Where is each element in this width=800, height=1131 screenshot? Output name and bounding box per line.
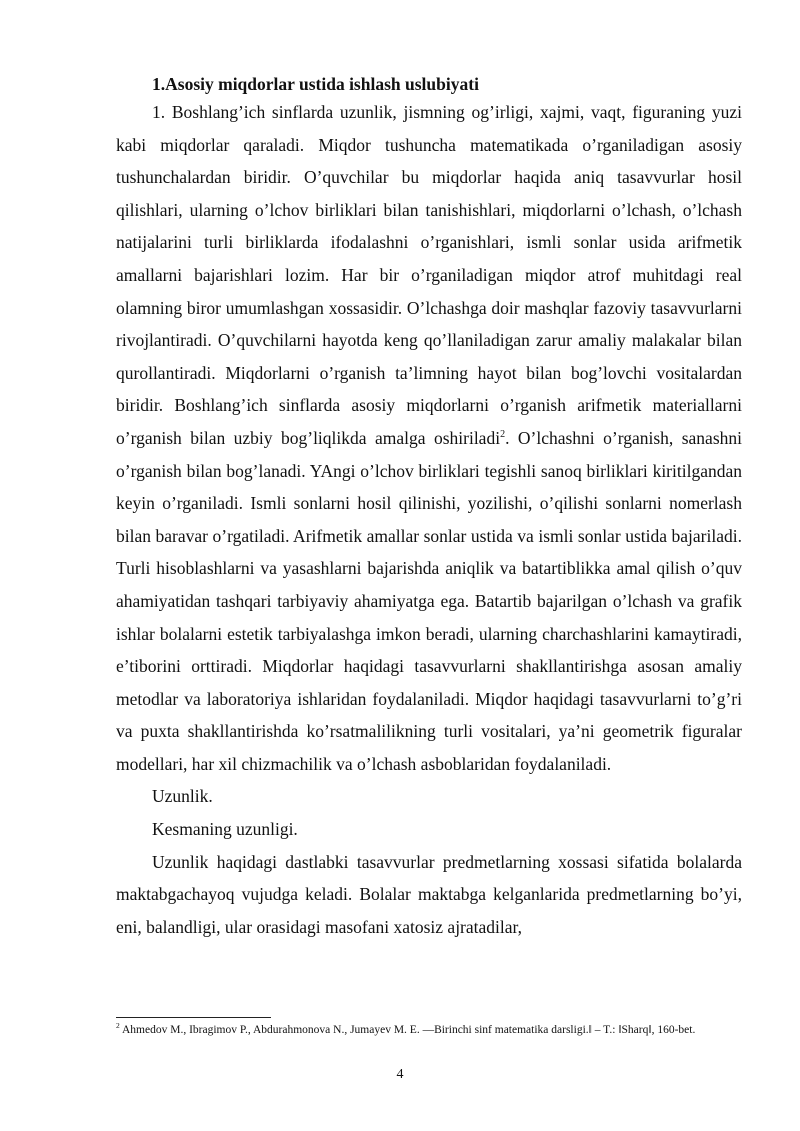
paragraph-1-text: 1. Boshlang’ich sinflarda uzunlik, jismning og’irligi, xajmi, vaqt, figuraning yuzi kabi miqdorlar qaraladi. Miqdor tushuncha matematikada o’rganiladigan asosiy tushunchalardan biridir. O’quvchilar bu miqdorlar haqida aniq tasavvurlar hosil qilishlari, ularning o’lchov birliklari bilan tanishishlari, miqdorlarni o’lchash, o’lchash natijalarini turli birliklarda ifodalashni o’rganishlari, ismli sonlar usida arifmetik amallarni bajarishlari lozim. Har bir o’rganiladigan miqdor atrof muhitdagi real olamning biror umumlashgan xossasidir. O’lchashga doir mashqlar fazoviy tasavvurlarni rivojlantiradi. O’quvchilarni hayotda keng qo’llaniladigan zarur amaliy malakalar bilan qurollantiradi. Miqdorlarni o’rganish ta’limning hayot bilan bog’lovchi vositalardan biridir. Boshlang’ich sinflarda asosiy miqdorlarni o’rganish arifmetik materiallarni o’rganish bilan uzbiy bog’liqlikda amalga oshiriladi — [116, 102, 742, 448]
paragraph-1 — [116, 96, 742, 780]
subheading-kesma-uzunligi: Kesmaning uzunligi. — [152, 819, 298, 840]
section-heading: 1.Asosiy miqdorlar ustida ishlash uslubiyati — [152, 74, 479, 94]
paragraph-2: Uzunlik haqidagi dastlabki tasavvurlar predmetlarning xossasi sifatida bolalarda maktabgachayoq vujudga keladi. Bolalar maktabga kelganlarida predmetlarning bo’yi, eni, balandligi, ular orasidagi masofani xatosiz ajratadilar, — [116, 851, 742, 937]
footnote-number: 2 — [116, 1021, 120, 1031]
footnote-reference[interactable]: 2 — [500, 429, 506, 441]
page-number: 4 — [396, 1067, 404, 1082]
body-text — [116, 96, 742, 943]
footnote — [116, 1022, 742, 1039]
footnote-divider — [116, 1017, 271, 1018]
subheading-uzunlik: Uzunlik. — [152, 786, 213, 807]
paragraph-1-continued: . O’lchashni o’rganish, sanashni o’rganish bilan bog’lanadi. YAngi o’lchov birliklari tegishli sanoq birliklari kiritilgandan keyin o’rganiladi. Ismli sonlarni hosil qilinishi, yozilishi, o’qilishi sonlarni nomerlash bilan baravar o’rgatiladi. Arifmetik amallar sonlar ustida va ismli sonlar ustida bajariladi. Turli hisoblashlarni va yasashlarni bajarishda aniqlik va batartiblikka amal qilish o’quv ahamiyatidan tashqari tarbiyaviy ahamiyatga ega. Batartib bajarilgan o’lchash va grafik ishlar bolalarni estetik tarbiyalashga imkon beradi, ularning charchashlarini kamaytiradi, e’tiborini orttiradi. Miqdorlar haqidagi tasavvurlarni shakllantirishga asosan amaliy metodlar va laboratoriya ishlaridan foydalaniladi. Miqdor haqidagi tasavvurlarni to’g’ri va puxta shakllantirishda ko’rsatmalilikning turli vositalari, ya’ni geometrik figuralar modellari, har xil chizmachilik va o’lchash asboblaridan foydalaniladi. — [116, 427, 742, 774]
footnote-text: Ahmedov M., Ibragimov P., Abdurahmonova N., Jumayev M. E. —Birinchi sinf matematika darsligi.‖ – T.: ‖Sharq‖, 160-bet. — [122, 1024, 696, 1036]
